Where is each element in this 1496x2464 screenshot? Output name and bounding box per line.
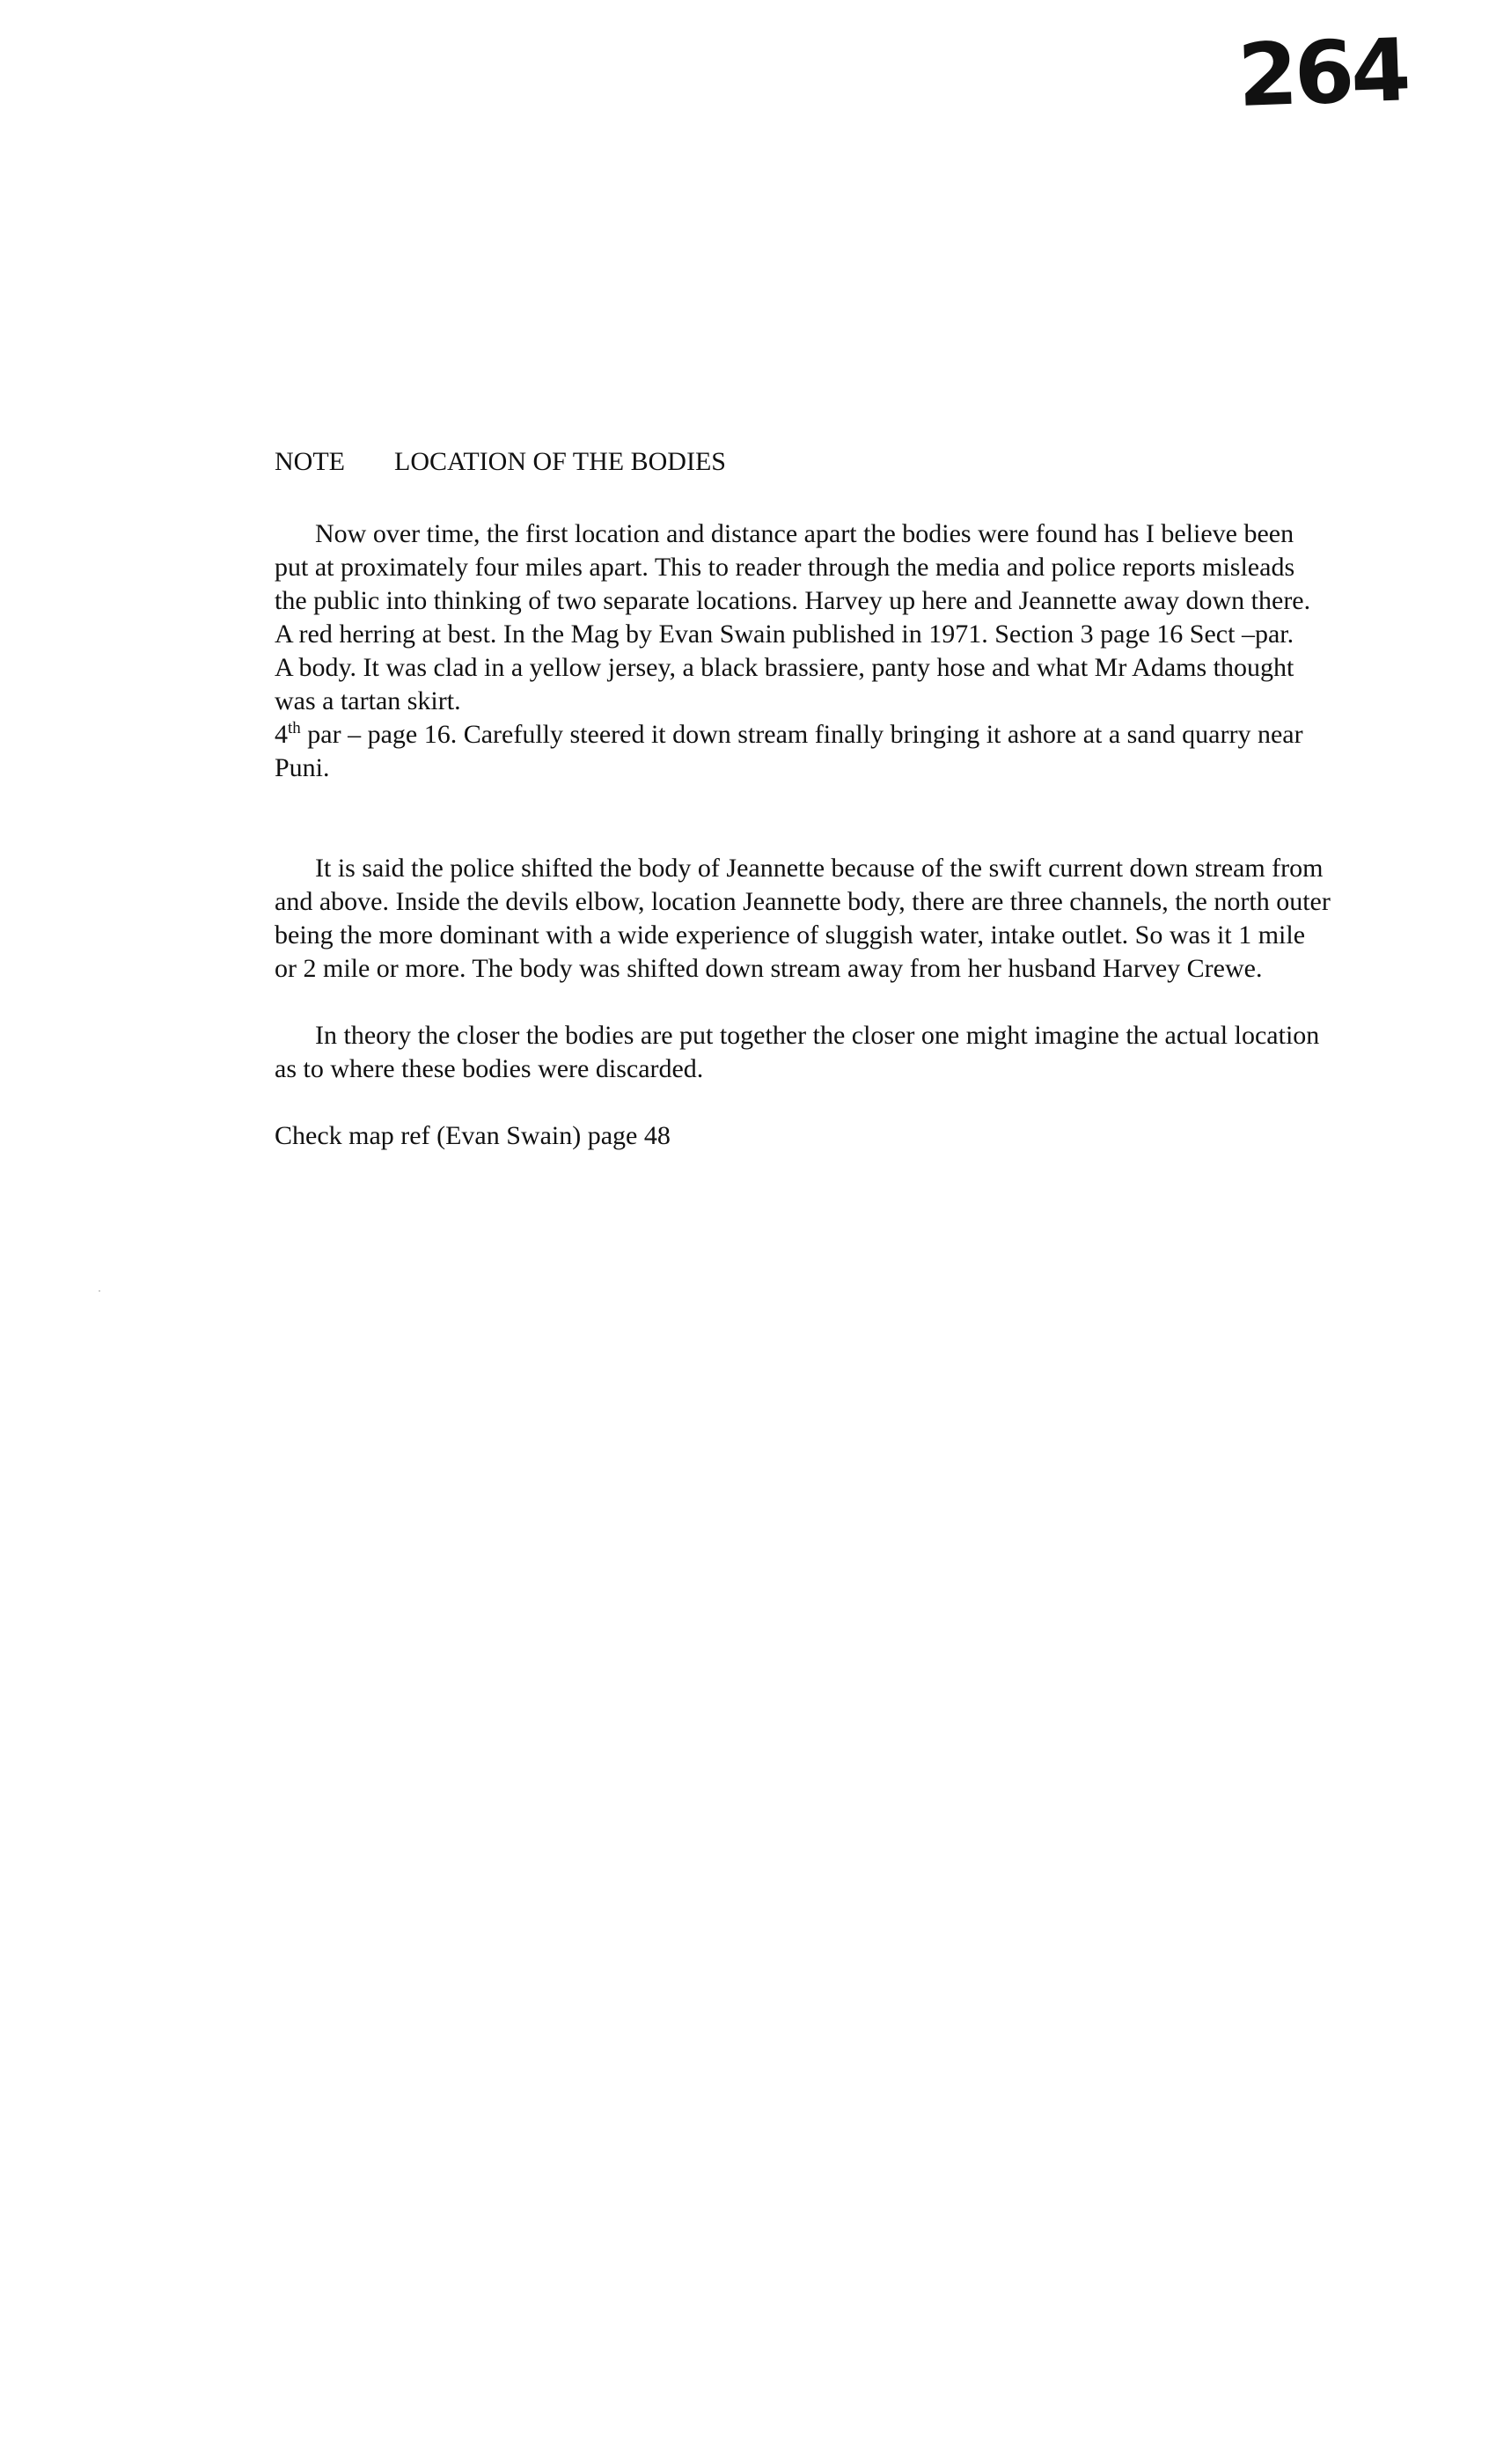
paragraph-body-clothing: A body. It was clad in a yellow jersey, a black brassiere, panty hose and what Mr Adams thought was a tartan skirt. [275,653,1294,715]
spacer [275,785,1331,852]
document-heading [275,445,1331,479]
spacer [275,1086,1331,1119]
heading-title: LOCATION OF THE BODIES [394,447,726,476]
ordinal-number: 4 [275,720,288,749]
scan-speck [99,1290,100,1292]
document-body [275,445,1331,1153]
spacer [275,986,1331,1019]
heading-label: NOTE [275,447,345,476]
paragraph-fourth-par [275,718,1331,785]
paragraph-map-reference: Check map ref (Evan Swain) page 48 [275,1121,671,1150]
paragraph-location-distance: Now over time, the first location and distance apart the bodies were found has I believe been put at proximately four miles apart. This to reader through the media and police reports misleads the public into thinking of two separate locations. Harvey up here and Jeannette away down there. A red herring at best. In the Mag by Evan Swain published in 1971. Section 3 page 16 Sect –par. [275,519,1311,649]
paragraph-theory: In theory the closer the bodies are put together the closer one might imagine the actual location as to where these bodies were discarded. [275,1021,1320,1083]
ordinal-suffix: th [288,719,301,737]
fourth-par-text: par – page 16. Carefully steered it down stream finally bringing it ashore at a sand quarry near Puni. [275,720,1303,782]
page-number: 264 [1236,20,1410,127]
paragraph-police-shifted: It is said the police shifted the body of Jeannette because of the swift current down stream from and above. Inside the devils elbow, location Jeannette body, there are three channels, the north outer being the more dominant with a wide experience of sluggish water, intake outlet. So was it 1 mile or 2 mile or more. The body was shifted down stream away from her husband Harvey Crewe. [275,854,1331,983]
